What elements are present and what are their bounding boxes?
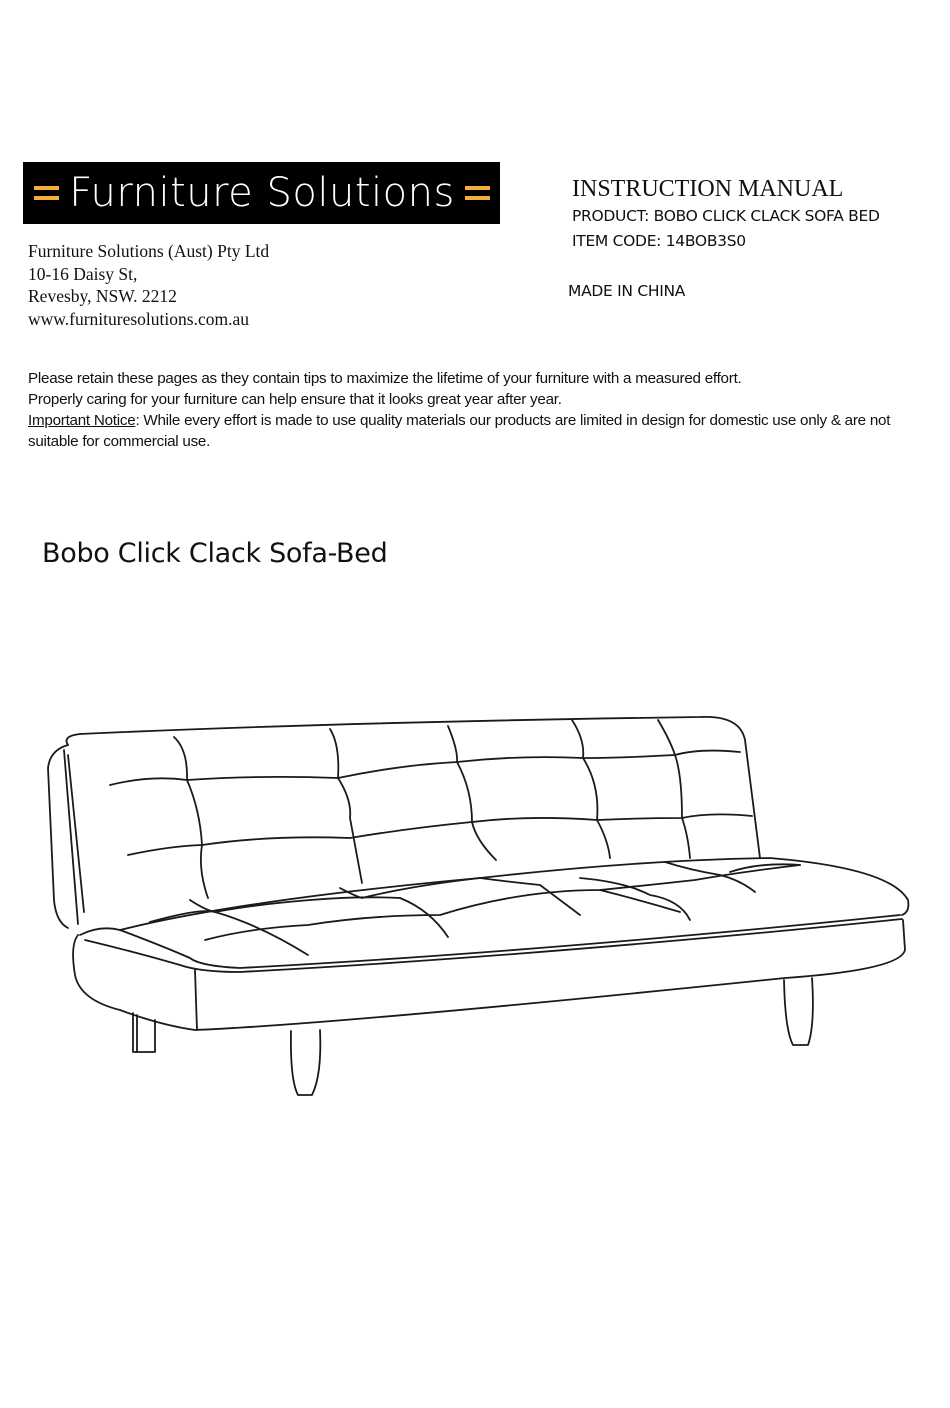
company-street: 10-16 Daisy St, [28, 263, 138, 284]
notice-line-2: Properly caring for your furniture can help ensure that it looks great year after year. [28, 391, 562, 408]
company-name: Furniture Solutions (Aust) Pty Ltd [28, 241, 270, 261]
logo-text: Furniture Solutions [69, 170, 455, 216]
company-city: Revesby, NSW. 2212 [28, 286, 177, 306]
product-name: PRODUCT: BOBO CLICK CLACK SOFA BED [572, 207, 880, 225]
company-website[interactable]: www.furnituresolutions.com.au [28, 308, 249, 329]
care-notice [28, 368, 938, 452]
important-notice-label: Important Notice [28, 412, 136, 429]
country-of-origin: MADE IN CHINA [568, 282, 686, 300]
logo-equals-left-icon [34, 186, 59, 200]
brand-logo [23, 162, 500, 224]
company-address [28, 240, 269, 330]
item-code: ITEM CODE: 14BOB3S0 [572, 232, 746, 250]
notice-line-1: Please retain these pages as they contain tips to maximize the lifetime of your furniture with a measured effort. [28, 370, 742, 387]
product-heading: Bobo Click Clack Sofa-Bed [42, 538, 388, 569]
manual-title: INSTRUCTION MANUAL [572, 176, 844, 202]
logo-equals-right-icon [465, 186, 490, 200]
important-notice-text: : While every effort is made to use quality materials our products are limited in design for domestic use only & are not suitable for commercial use. [28, 412, 891, 450]
sofa-bed-illustration [40, 700, 920, 1100]
important-notice [28, 410, 938, 452]
sofa-icon [40, 700, 920, 1100]
